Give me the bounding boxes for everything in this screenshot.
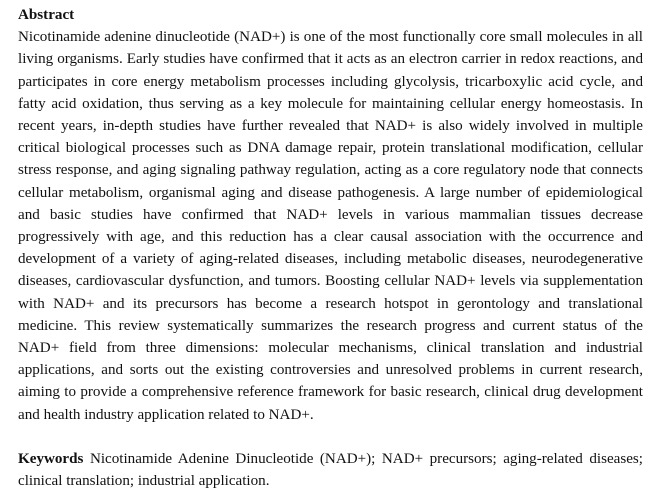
keywords-text: Nicotinamide Adenine Dinucleotide (NAD+); NAD+ precursors; aging-related diseases; clinical translation; industrial application. <box>18 450 643 490</box>
keywords-line <box>18 448 643 492</box>
keywords-label: Keywords <box>18 450 84 467</box>
abstract-heading: Abstract <box>18 7 75 23</box>
abstract-text: Nicotinamide adenine dinucleotide (NAD+) is one of the most functionally core small molecules in all living organisms. Early studies have confirmed that it acts as an electron carrier in redox reactions, and participates in core energy metabolism processes including glycolysis, tricarboxylic acid cycle, and fatty acid oxidation, thus serving as a key molecule for maintaining cellular energy homeostasis. In recent years, in-depth studies have further revealed that NAD+ is also widely involved in multiple critical biological processes such as DNA damage repair, protein translational modification, cellular stress response, and aging signaling pathway regulation, acting as a core regulatory node that connects cellular metabolism, organismal aging and disease pathogenesis. A large number of epidemiological and basic studies have confirmed that NAD+ levels in various mammalian tissues decrease progressively with age, and this reduction has a clear causal association with the occurrence and development of a variety of aging-related diseases, including metabolic diseases, neurodegenerative diseases, cardiovascular dysfunction, and tumors. Boosting cellular NAD+ levels via supplementation with NAD+ and its precursors has become a research hotspot in gerontology and translational medicine. This review systematically summarizes the research progress and current status of the NAD+ field from three dimensions: molecular mechanisms, clinical translation and industrial applications, and sorts out the existing controversies and unresolved problems in current research, aiming to provide a comprehensive reference framework for basic research, clinical drug development and health industry application related to NAD+. <box>18 29 643 423</box>
paper-page <box>18 4 643 492</box>
abstract-section <box>18 4 643 426</box>
